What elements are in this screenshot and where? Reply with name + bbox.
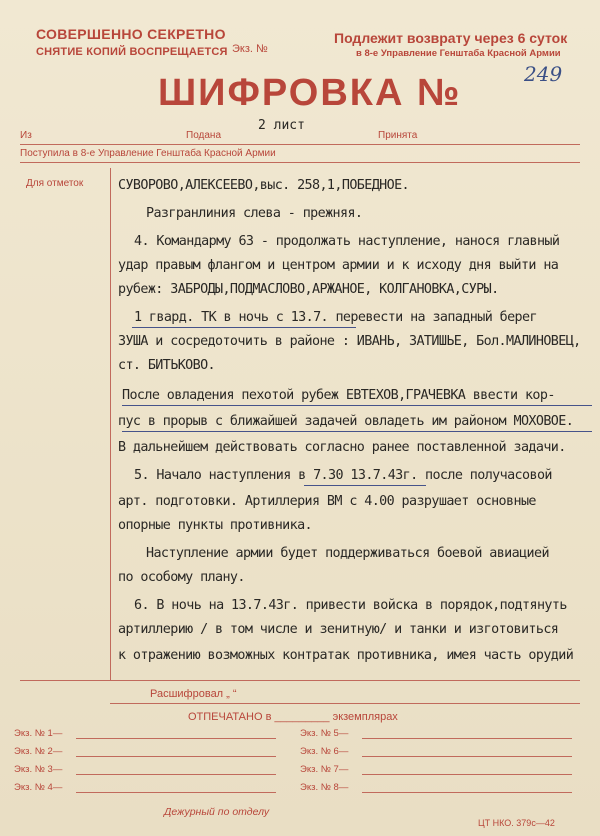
copy-slot: Экз. № 1— <box>14 728 62 739</box>
text-line: 4. Командарму 63 - продолжать наступление, нанося главный <box>134 234 560 249</box>
return-notice: Подлежит возврату через 6 суток <box>334 30 568 46</box>
copy-slot: Экз. № 2— <box>14 746 62 757</box>
underline <box>304 485 426 486</box>
text-line: 6. В ночь на 13.7.43г. привести войска в порядок,подтянуть <box>134 598 567 613</box>
from-label: Из <box>20 130 32 141</box>
secrecy-stamp: СОВЕРШЕННО СЕКРЕТНО <box>36 26 226 42</box>
text-line: опорные пункты противника. <box>118 518 313 533</box>
deciphered-rule <box>110 703 580 704</box>
notes-column-label: Для отметок <box>26 178 84 189</box>
text-line: арт. подготовки. Артиллерия ВМ с 4.00 разрушает основные <box>118 494 536 509</box>
text-line: В дальнейшем действовать согласно ранее поставленной задачи. <box>118 440 566 455</box>
received-label: Поступила в 8-е Управление Генштаба Красной Армии <box>20 148 276 159</box>
meta-line <box>20 130 580 144</box>
body-bottom-rule <box>20 680 580 681</box>
text-line: к отражению возможных контратак противника, имея часть орудий <box>118 648 574 663</box>
text-line: удар правым флангом и центром армии и к исходу дня выйти на <box>118 258 559 273</box>
text-line: ЗУША и сосредоточить в районе : ИВАНЬ, ЗАТИШЬЕ, Бол.МАЛИНОВЕЦ, <box>118 334 581 349</box>
form-number: ЦТ НКО. 379с—42 <box>478 818 555 828</box>
copy-number-label: Экз. № <box>232 43 268 55</box>
printed-copies-label: ОТПЕЧАТАНО в _________ экземплярах <box>188 711 398 723</box>
text-line: 1 гвард. ТК в ночь с 13.7. перевести на западный берег <box>134 310 537 325</box>
text-line: рубеж: ЗАБРОДЫ,ПОДМАСЛОВО,АРЖАНОЕ, КОЛГАНОВКА,СУРЫ. <box>118 282 499 297</box>
document-title: ШИФРОВКА № <box>158 72 462 114</box>
copy-slot: Экз. № 5— <box>300 728 348 739</box>
underline <box>122 405 592 406</box>
text-line: по особому плану. <box>118 570 245 585</box>
text-line: пус в прорыв с ближайшей задачей овладеть им районом МОХОВОЕ. <box>118 414 574 429</box>
text-line: ст. БИТЬКОВО. <box>118 358 216 373</box>
accepted-label: Принята <box>378 130 418 141</box>
text-line: СУВОРОВО,АЛЕКСЕЕВО,выс. 258,1,ПОБЕДНОЕ. <box>118 178 410 193</box>
margin-rule <box>110 168 111 680</box>
copy-slot: Экз. № 6— <box>300 746 348 757</box>
handwritten-number: 249 <box>524 62 563 86</box>
copy-prohibited-note: СНЯТИЕ КОПИЙ ВОСПРЕЩАЕТСЯ <box>36 46 228 58</box>
duty-officer-label: Дежурный по отделу <box>164 806 270 818</box>
copy-slot: Экз. № 8— <box>300 782 348 793</box>
submitted-label: Подана <box>186 130 222 141</box>
text-line: После овладения пехотой рубеж ЕВТЕХОВ,ГРАЧЕВКА ввести кор- <box>122 388 555 403</box>
return-address: в 8-е Управление Генштаба Красной Армии <box>356 48 561 59</box>
text-line: артиллерию / в том числе и зенитную/ и танки и изготовиться <box>118 622 559 637</box>
deciphered-label: Расшифровал „ “ <box>150 688 237 700</box>
text-line: Наступление армии будет поддерживаться боевой авиацией <box>146 546 549 561</box>
text-line: 5. Начало наступления в 7.30 13.7.43г. после получасовой <box>134 468 552 483</box>
text-line: Разгранлиния слева - прежняя. <box>146 206 363 221</box>
underline <box>122 431 592 432</box>
meta-divider <box>20 144 580 145</box>
received-divider <box>20 162 580 163</box>
copy-slot: Экз. № 7— <box>300 764 348 775</box>
copy-slot: Экз. № 3— <box>14 764 62 775</box>
copy-slot: Экз. № 4— <box>14 782 62 793</box>
sheets-count: 2 лист <box>258 118 305 133</box>
underline <box>132 327 356 328</box>
